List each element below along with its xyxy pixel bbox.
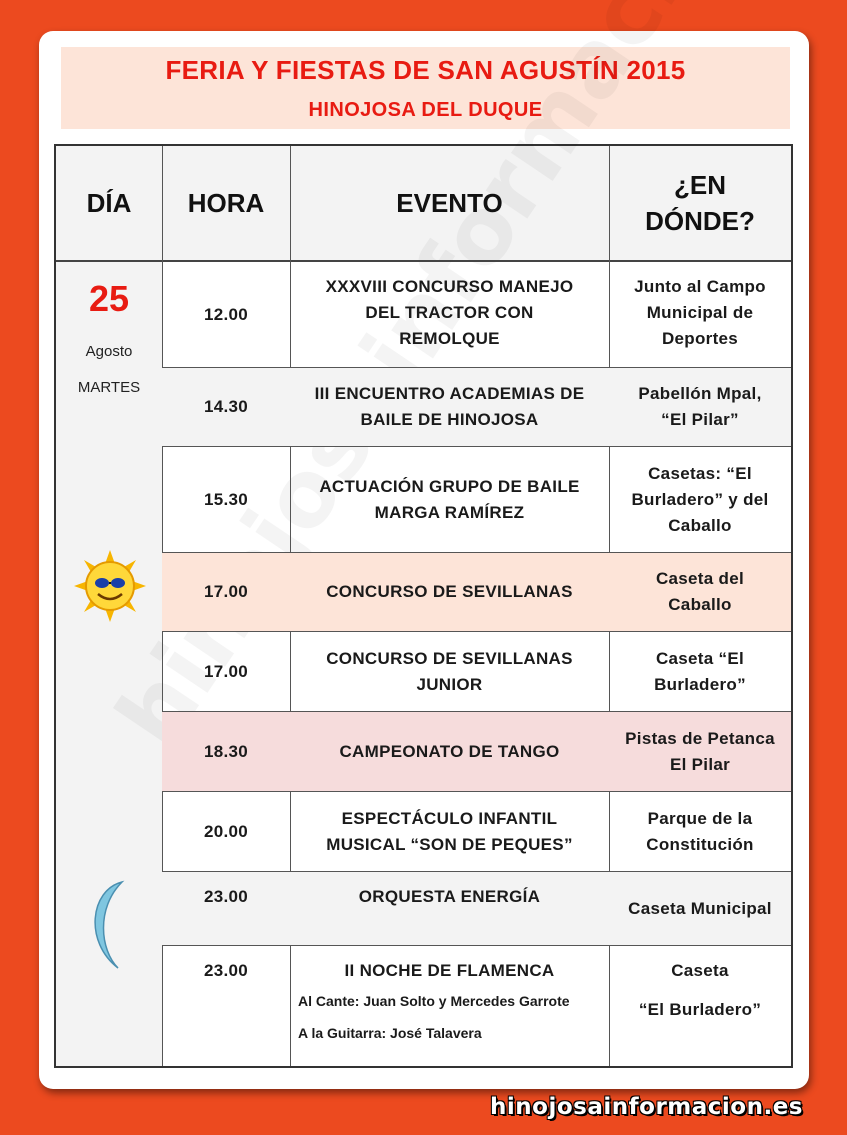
row-location-line: Pabellón Mpal,: [638, 384, 762, 403]
poster-title: FERIA Y FIESTAS DE SAN AGUSTÍN 2015: [165, 55, 686, 85]
table-row: [162, 262, 791, 368]
row-event-line: CAMPEONATO DE TANGO: [339, 741, 560, 761]
row-location-line: Municipal de: [646, 303, 754, 322]
row-location-line: Caseta “El: [655, 648, 745, 668]
row-event: [290, 368, 609, 446]
row-time: 23.00: [203, 961, 249, 980]
poster-subtitle: HINOJOSA DEL DUQUE: [308, 99, 543, 121]
row-time: 20.00: [203, 821, 249, 841]
column-header-donde: [609, 146, 791, 260]
row-event-line: II NOCHE DE FLAMENCA: [344, 961, 555, 980]
row-location-line: Caballo: [668, 515, 732, 535]
row-event-line: MUSICAL “SON DE PEQUES”: [326, 834, 573, 854]
row-location: [609, 447, 791, 552]
row-time: 12.00: [203, 304, 249, 324]
column-header-donde-line1: ¿EN: [674, 169, 726, 200]
row-location-line: Caballo: [668, 595, 732, 614]
day-weekday: MARTES: [77, 379, 141, 396]
table-row: [162, 447, 791, 553]
row-event-line: JUNIOR: [416, 674, 483, 694]
row-event: [290, 447, 609, 552]
row-time: 15.30: [203, 489, 249, 509]
row-location-line: Caseta Municipal: [628, 898, 772, 918]
row-location-line: “El Pilar”: [661, 410, 739, 429]
day-number: 25: [88, 278, 130, 319]
row-event: [290, 632, 609, 711]
row-event: [290, 262, 609, 367]
table-row: [162, 946, 791, 1066]
row-event-line: ESPECTÁCULO INFANTIL: [341, 808, 558, 828]
row-location-line: Junto al Campo: [634, 277, 766, 296]
row-event-line: DEL TRACTOR CON: [365, 303, 534, 322]
row-location-line: Caseta del: [655, 569, 745, 588]
row-time: 18.30: [203, 741, 249, 761]
row-location: [609, 792, 791, 871]
table-row: [162, 712, 791, 792]
row-event-detail: Al Cante: Juan Solto y Mercedes Garrote: [298, 993, 570, 1009]
column-header-donde-line2: DÓNDE?: [645, 206, 755, 236]
row-location-line: Burladero” y del: [631, 489, 769, 509]
row-event: [290, 872, 609, 945]
row-time: 17.00: [203, 661, 249, 681]
row-location-line: “El Burladero”: [638, 1000, 762, 1019]
row-location: [609, 946, 791, 1066]
row-location-line: Parque de la: [647, 808, 753, 828]
row-time: 17.00: [203, 582, 249, 601]
schedule-table: [54, 144, 793, 1068]
footer-site-link[interactable]: hinojosainformacion.es: [490, 1094, 803, 1120]
column-header-evento: EVENTO: [396, 187, 503, 218]
table-row: [162, 368, 791, 447]
row-event: [290, 553, 609, 631]
row-location: [609, 712, 791, 791]
row-event: [290, 792, 609, 871]
poster-header: [61, 47, 790, 129]
row-location-line: Deportes: [661, 329, 739, 348]
row-time: 23.00: [203, 887, 249, 906]
row-location-line: Caseta: [671, 961, 729, 980]
row-location-line: El Pilar: [669, 754, 731, 774]
row-event-line: CONCURSO DE SEVILLANAS: [326, 582, 573, 601]
table-row: [162, 792, 791, 872]
row-location: [609, 553, 791, 631]
row-location: [609, 262, 791, 367]
table-row: [162, 872, 791, 946]
row-location-line: Constitución: [646, 834, 754, 854]
row-location-line: Casetas: “El: [648, 463, 752, 483]
sun-with-sunglasses-icon: [74, 550, 146, 622]
row-location-line: Burladero”: [654, 674, 746, 694]
row-event-line: BAILE DE HINOJOSA: [360, 410, 539, 429]
row-event-line: MARGA RAMÍREZ: [374, 502, 525, 522]
crescent-moon-icon: [82, 880, 134, 972]
row-event-detail: A la Guitarra: José Talavera: [298, 1025, 482, 1041]
day-month: Agosto: [85, 343, 133, 360]
row-event: [290, 712, 609, 791]
row-event-line: CONCURSO DE SEVILLANAS: [326, 648, 573, 668]
row-event-line: ACTUACIÓN GRUPO DE BAILE: [319, 476, 580, 496]
row-event-line: ORQUESTA ENERGÍA: [358, 887, 541, 906]
row-event-line: III ENCUENTRO ACADEMIAS DE: [314, 384, 585, 403]
column-header-hora: HORA: [187, 187, 265, 218]
row-location: [609, 632, 791, 711]
row-location-line: Pistas de Petanca: [625, 728, 775, 748]
row-location: [609, 368, 791, 446]
row-event: [290, 946, 609, 1066]
row-time: 14.30: [203, 397, 249, 416]
row-location: [609, 872, 791, 945]
table-row: [162, 553, 791, 632]
row-event-line: REMOLQUE: [399, 329, 500, 348]
table-row: [162, 632, 791, 712]
row-event-line: XXXVIII CONCURSO MANEJO: [325, 277, 574, 296]
column-header-dia: DÍA: [86, 187, 132, 218]
